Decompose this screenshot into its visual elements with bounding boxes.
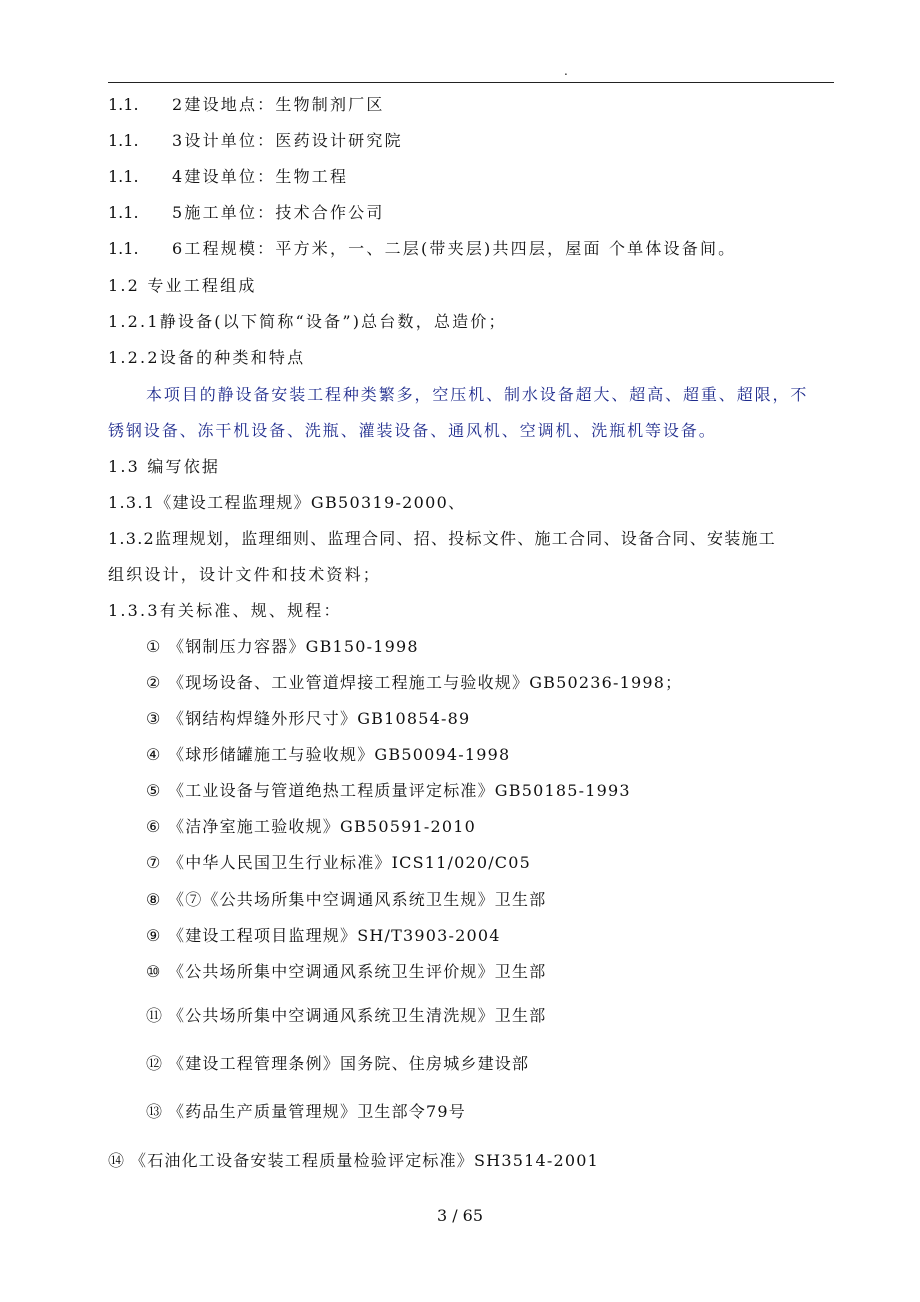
item-1-3-3: 1.3.3有关标准、规、规程： — [108, 601, 342, 620]
reference-item — [146, 817, 476, 837]
item-1-1-3 — [108, 131, 403, 151]
reference-mark: ① — [146, 637, 161, 656]
reference-item — [146, 745, 510, 765]
reference-text: 《建设工程管理条例》国务院、住房城乡建设部 — [168, 1054, 530, 1073]
item-text: 3设计单位：医药设计研究院 — [172, 131, 403, 150]
blue-paragraph-line-1: 本项目的静设备安装工程种类繁多，空压机、制水设备超大、超高、超重、超限，不 — [146, 385, 809, 404]
reference-mark: ⑫ — [146, 1054, 163, 1073]
reference-text: 《钢制压力容器》GB150-1998 — [168, 637, 419, 656]
section-1-2-heading: 1.2 专业工程组成 — [108, 276, 257, 295]
reference-text: 《中华人民国卫生行业标准》ICS11/020/C05 — [168, 853, 532, 872]
item-1-3-2-line-1: 1.3.2监理规划，监理细则、监理合同、招、投标文件、施工合同、设备合同、安装施工 — [108, 529, 776, 548]
reference-mark: ⑪ — [146, 1006, 163, 1025]
reference-mark: ③ — [146, 709, 161, 728]
reference-item — [146, 1054, 529, 1074]
item-number: 1.1. — [108, 203, 139, 222]
reference-mark: ⑥ — [146, 817, 161, 836]
item-1-1-2 — [108, 95, 385, 115]
item-1-1-4 — [108, 167, 348, 187]
reference-text: 《球形储罐施工与验收规》GB50094-1998 — [168, 745, 511, 764]
reference-item — [146, 1102, 466, 1122]
header-mark: . — [564, 64, 568, 78]
header-rule — [108, 82, 834, 83]
reference-item — [146, 890, 546, 910]
reference-item — [146, 1006, 546, 1026]
reference-item — [146, 637, 419, 657]
reference-mark: ② — [146, 673, 161, 692]
reference-mark: ④ — [146, 745, 161, 764]
reference-mark: ⑧ — [146, 890, 161, 909]
item-1-3-2-line-2: 组织设计，设计文件和技术资料； — [108, 565, 382, 584]
reference-text: 《⑦《公共场所集中空调通风系统卫生规》卫生部 — [168, 890, 547, 909]
item-1-1-6 — [108, 239, 736, 259]
item-text: 6工程规模：平方米，一、二层(带夹层)共四层，屋面 个单体设备间。 — [172, 239, 737, 258]
item-text: 4建设单位：生物工程 — [172, 167, 349, 186]
reference-mark: ⑬ — [146, 1102, 163, 1121]
reference-item — [146, 781, 631, 801]
reference-item — [146, 709, 470, 729]
item-text: 5施工单位：技术合作公司 — [172, 203, 385, 222]
item-1-3-1: 1.3.1《建设工程监理规》GB50319-2000、 — [108, 493, 466, 512]
reference-text: 《现场设备、工业管道焊接工程施工与验收规》GB50236-1998； — [168, 673, 683, 692]
page-number: 3 / 65 — [436, 1206, 484, 1225]
reference-text: 《药品生产质量管理规》卫生部令79号 — [168, 1102, 466, 1121]
item-number: 1.1. — [108, 239, 139, 258]
item-text: 2建设地点：生物制剂厂区 — [172, 95, 385, 114]
blue-paragraph-line-2: 锈钢设备、冻干机设备、洗瓶、灌装设备、通风机、空调机、洗瓶机等设备。 — [108, 421, 717, 440]
item-1-1-5 — [108, 203, 385, 223]
reference-text: 《洁净室施工验收规》GB50591-2010 — [168, 817, 476, 836]
reference-mark: ⑦ — [146, 853, 161, 872]
reference-item — [146, 673, 682, 693]
reference-mark: ⑩ — [146, 962, 161, 981]
reference-text: 《工业设备与管道绝热工程质量评定标准》GB50185-1993 — [168, 781, 631, 800]
reference-item — [146, 853, 531, 873]
item-1-2-1: 1.2.1静设备(以下简称“设备”)总台数，总造价； — [108, 312, 507, 331]
reference-mark: ⑤ — [146, 781, 161, 800]
reference-text: 《公共场所集中空调通风系统卫生清洗规》卫生部 — [168, 1006, 547, 1025]
reference-item — [146, 962, 546, 982]
item-number: 1.1. — [108, 167, 139, 186]
item-1-2-2: 1.2.2设备的种类和特点 — [108, 348, 306, 367]
reference-text: 《公共场所集中空调通风系统卫生评价规》卫生部 — [168, 962, 547, 981]
item-number: 1.1. — [108, 131, 139, 150]
reference-text: 《钢结构焊缝外形尺寸》GB10854-89 — [168, 709, 471, 728]
reference-mark: ⑨ — [146, 926, 161, 945]
reference-mark: ⑭ — [108, 1151, 125, 1170]
reference-item — [146, 926, 501, 946]
reference-item-14 — [108, 1151, 599, 1171]
section-1-3-heading: 1.3 编写依据 — [108, 457, 221, 476]
reference-text: 《建设工程项目监理规》SH/T3903-2004 — [168, 926, 501, 945]
item-number: 1.1. — [108, 95, 139, 114]
reference-text: 《石油化工设备安装工程质量检验评定标准》SH3514-2001 — [130, 1151, 599, 1170]
